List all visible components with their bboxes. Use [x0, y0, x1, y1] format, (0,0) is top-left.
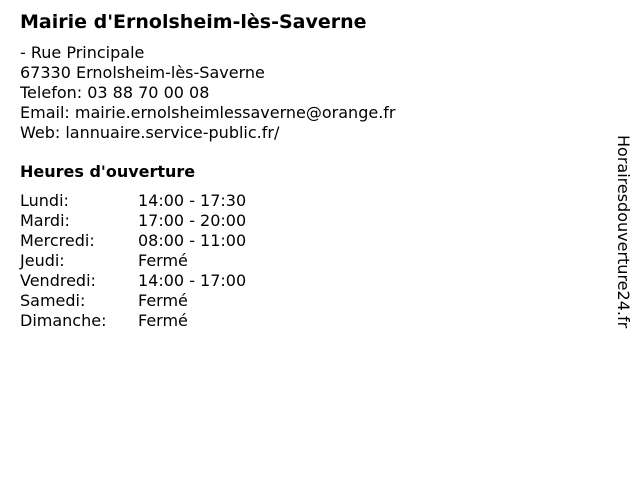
city-line: 67330 Ernolsheim-lès-Saverne — [20, 63, 265, 82]
hours-time: Fermé — [138, 251, 188, 270]
hours-day: Dimanche: — [20, 311, 107, 330]
hours-row-monday — [20, 191, 590, 211]
address-block — [20, 43, 590, 143]
email-line[interactable]: Email: mairie.ernolsheimlessaverne@orange.fr — [20, 103, 396, 122]
web-line[interactable]: Web: lannuaire.service-public.fr/ — [20, 123, 280, 142]
hours-day: Lundi: — [20, 191, 69, 210]
hours-heading: Heures d'ouverture — [20, 162, 196, 181]
hours-time: 17:00 - 20:00 — [138, 211, 247, 230]
hours-row-tuesday — [20, 211, 590, 231]
hours-row-saturday — [20, 291, 590, 311]
page-title: Mairie d'Ernolsheim-lès-Saverne — [20, 11, 367, 33]
hours-day: Mercredi: — [20, 231, 95, 250]
hours-time: Fermé — [138, 311, 188, 330]
hours-day: Samedi: — [20, 291, 86, 310]
hours-day: Vendredi: — [20, 271, 96, 290]
side-brand-text[interactable]: Horairesdouverture24.fr — [614, 135, 633, 329]
hours-row-thursday — [20, 251, 590, 271]
hours-time: 14:00 - 17:00 — [138, 271, 247, 290]
hours-day: Jeudi: — [20, 251, 65, 270]
hours-time: 14:00 - 17:30 — [138, 191, 247, 210]
hours-table — [20, 191, 590, 331]
hours-row-friday — [20, 271, 590, 291]
street-line: - Rue Principale — [20, 43, 145, 62]
main-content — [20, 10, 590, 331]
hours-row-sunday — [20, 311, 590, 331]
hours-time: Fermé — [138, 291, 188, 310]
hours-time: 08:00 - 11:00 — [138, 231, 247, 250]
hours-row-wednesday — [20, 231, 590, 251]
phone-line[interactable]: Telefon: 03 88 70 00 08 — [20, 83, 210, 102]
hours-day: Mardi: — [20, 211, 70, 230]
